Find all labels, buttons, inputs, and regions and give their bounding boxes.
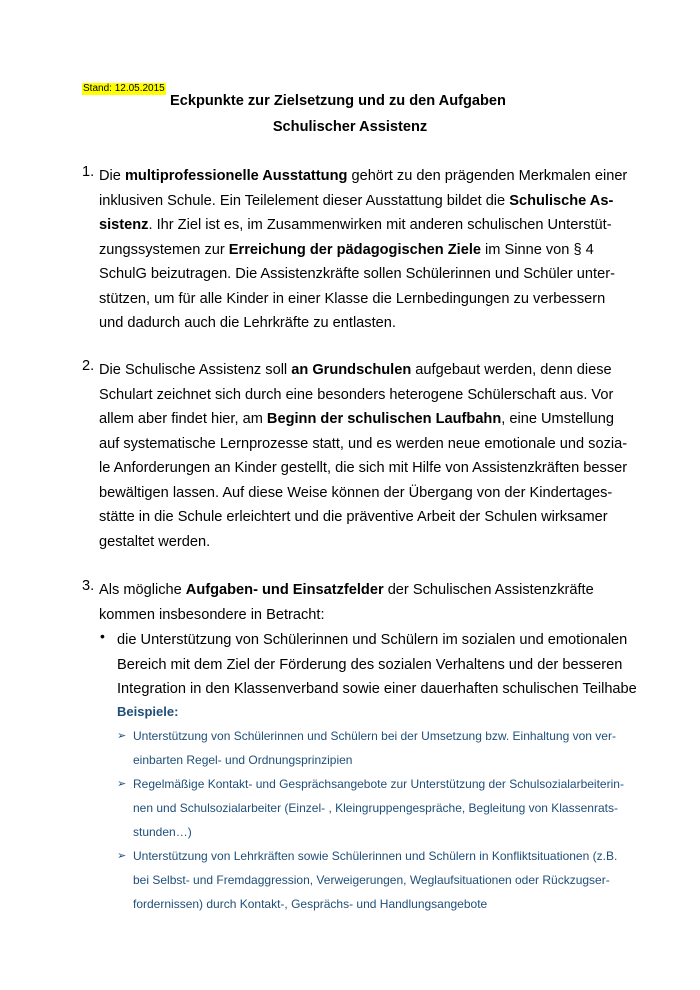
line: Bereich mit dem Ziel der Förderung des sozialen Verhaltens und der besseren bbox=[117, 656, 623, 673]
example-item-3 bbox=[117, 844, 637, 916]
item-number-3: 3. bbox=[82, 578, 95, 594]
bullet-item bbox=[117, 628, 637, 702]
line: Integration in den Klassenverband sowie einer dauerhaften schulischen Teilhabe bbox=[117, 681, 637, 697]
bullet-icon: • bbox=[100, 628, 105, 644]
line: sistenz. Ihr Ziel ist es, im Zusammenwirken mit anderen schulischen Unterstüt- bbox=[99, 217, 612, 233]
line: und dadurch auch die Lehrkräfte zu entlasten. bbox=[99, 315, 396, 331]
line: Die multiprofessionelle Ausstattung gehört zu den prägenden Merkmalen einer bbox=[99, 168, 628, 184]
line: bei Selbst- und Fremdaggression, Verweigerungen, Weglaufsituationen oder Rückzugser- bbox=[133, 873, 610, 887]
item-number-2: 2. bbox=[82, 358, 95, 374]
line: nen und Schulsozialarbeiter (Einzel- , Kleingruppengespräche, Begleitung von Klassenrats- bbox=[133, 801, 618, 815]
examples-heading: Beispiele: bbox=[117, 704, 179, 719]
line: stunden…) bbox=[133, 825, 192, 839]
line: Regelmäßige Kontakt- und Gesprächsangebote zur Unterstützung der Schulsozialarbeiterin- bbox=[133, 777, 624, 791]
page-title-line-2: Schulischer Assistenz bbox=[272, 119, 428, 135]
example-item-2 bbox=[117, 772, 637, 844]
line: Unterstützung von Schülerinnen und Schülern bei der Umsetzung bzw. Einhaltung von ver- bbox=[133, 729, 616, 743]
line: allem aber findet hier, am Beginn der schulischen Laufbahn, eine Umstellung bbox=[99, 411, 615, 427]
paragraph-3 bbox=[99, 578, 619, 627]
status-date-badge: Stand: 12.05.2015 bbox=[83, 83, 165, 94]
example-item-1 bbox=[117, 724, 637, 772]
paragraph-1 bbox=[99, 164, 628, 336]
line: auf systematische Lernprozesse statt, und es werden neue emotionale und sozia- bbox=[99, 435, 628, 452]
line: die Unterstützung von Schülerinnen und Schülern im sozialen und emotionalen bbox=[117, 632, 628, 648]
arrow-bullet-icon: ➢ bbox=[117, 778, 127, 790]
line: Die Schulische Assistenz soll an Grundschulen aufgebaut werden, denn diese bbox=[99, 362, 612, 378]
line: Als mögliche Aufgaben- und Einsatzfelder der Schulischen Assistenzkräfte bbox=[99, 582, 594, 598]
line: einbarten Regel- und Ordnungsprinzipien bbox=[133, 753, 353, 767]
arrow-bullet-icon: ➢ bbox=[117, 850, 127, 862]
line: inklusiven Schule. Ein Teilelement dieser Ausstattung bildet die Schulische As- bbox=[99, 192, 614, 209]
line: zungssystemen zur Erreichung der pädagogischen Ziele im Sinne von § 4 bbox=[99, 241, 594, 258]
line: Unterstützung von Lehrkräften sowie Schülerinnen und Schülern in Konfliktsituationen (z.B. bbox=[133, 849, 618, 863]
paragraph-2 bbox=[99, 358, 628, 554]
line: gestaltet werden. bbox=[99, 533, 211, 550]
arrow-bullet-icon: ➢ bbox=[117, 730, 127, 742]
line: bewältigen lassen. Auf diese Weise können der Übergang von der Kindertages- bbox=[99, 484, 613, 501]
item-number-1: 1. bbox=[82, 164, 95, 180]
line: le Anforderungen an Kinder gestellt, die sich mit Hilfe von Assistenzkräften besser bbox=[99, 460, 628, 476]
line: fordernissen) durch Kontakt-, Gesprächs- und Handlungsangebote bbox=[133, 897, 488, 911]
page-title-line-1: Eckpunkte zur Zielsetzung und zu den Aufgaben bbox=[170, 93, 506, 109]
line: stützen, um für alle Kinder in einer Klasse die Lernbedingungen zu verbessern bbox=[99, 290, 606, 307]
line: SchulG beizutragen. Die Assistenzkräfte sollen Schülerinnen und Schüler unter- bbox=[99, 266, 615, 282]
line: kommen insbesondere in Betracht: bbox=[99, 606, 325, 623]
line: stätte in die Schule erleichtert und die präventive Arbeit der Schulen wirksamer bbox=[99, 509, 608, 525]
line: Schulart zeichnet sich durch eine besonders heterogene Schülerschaft aus. Vor bbox=[99, 386, 614, 403]
